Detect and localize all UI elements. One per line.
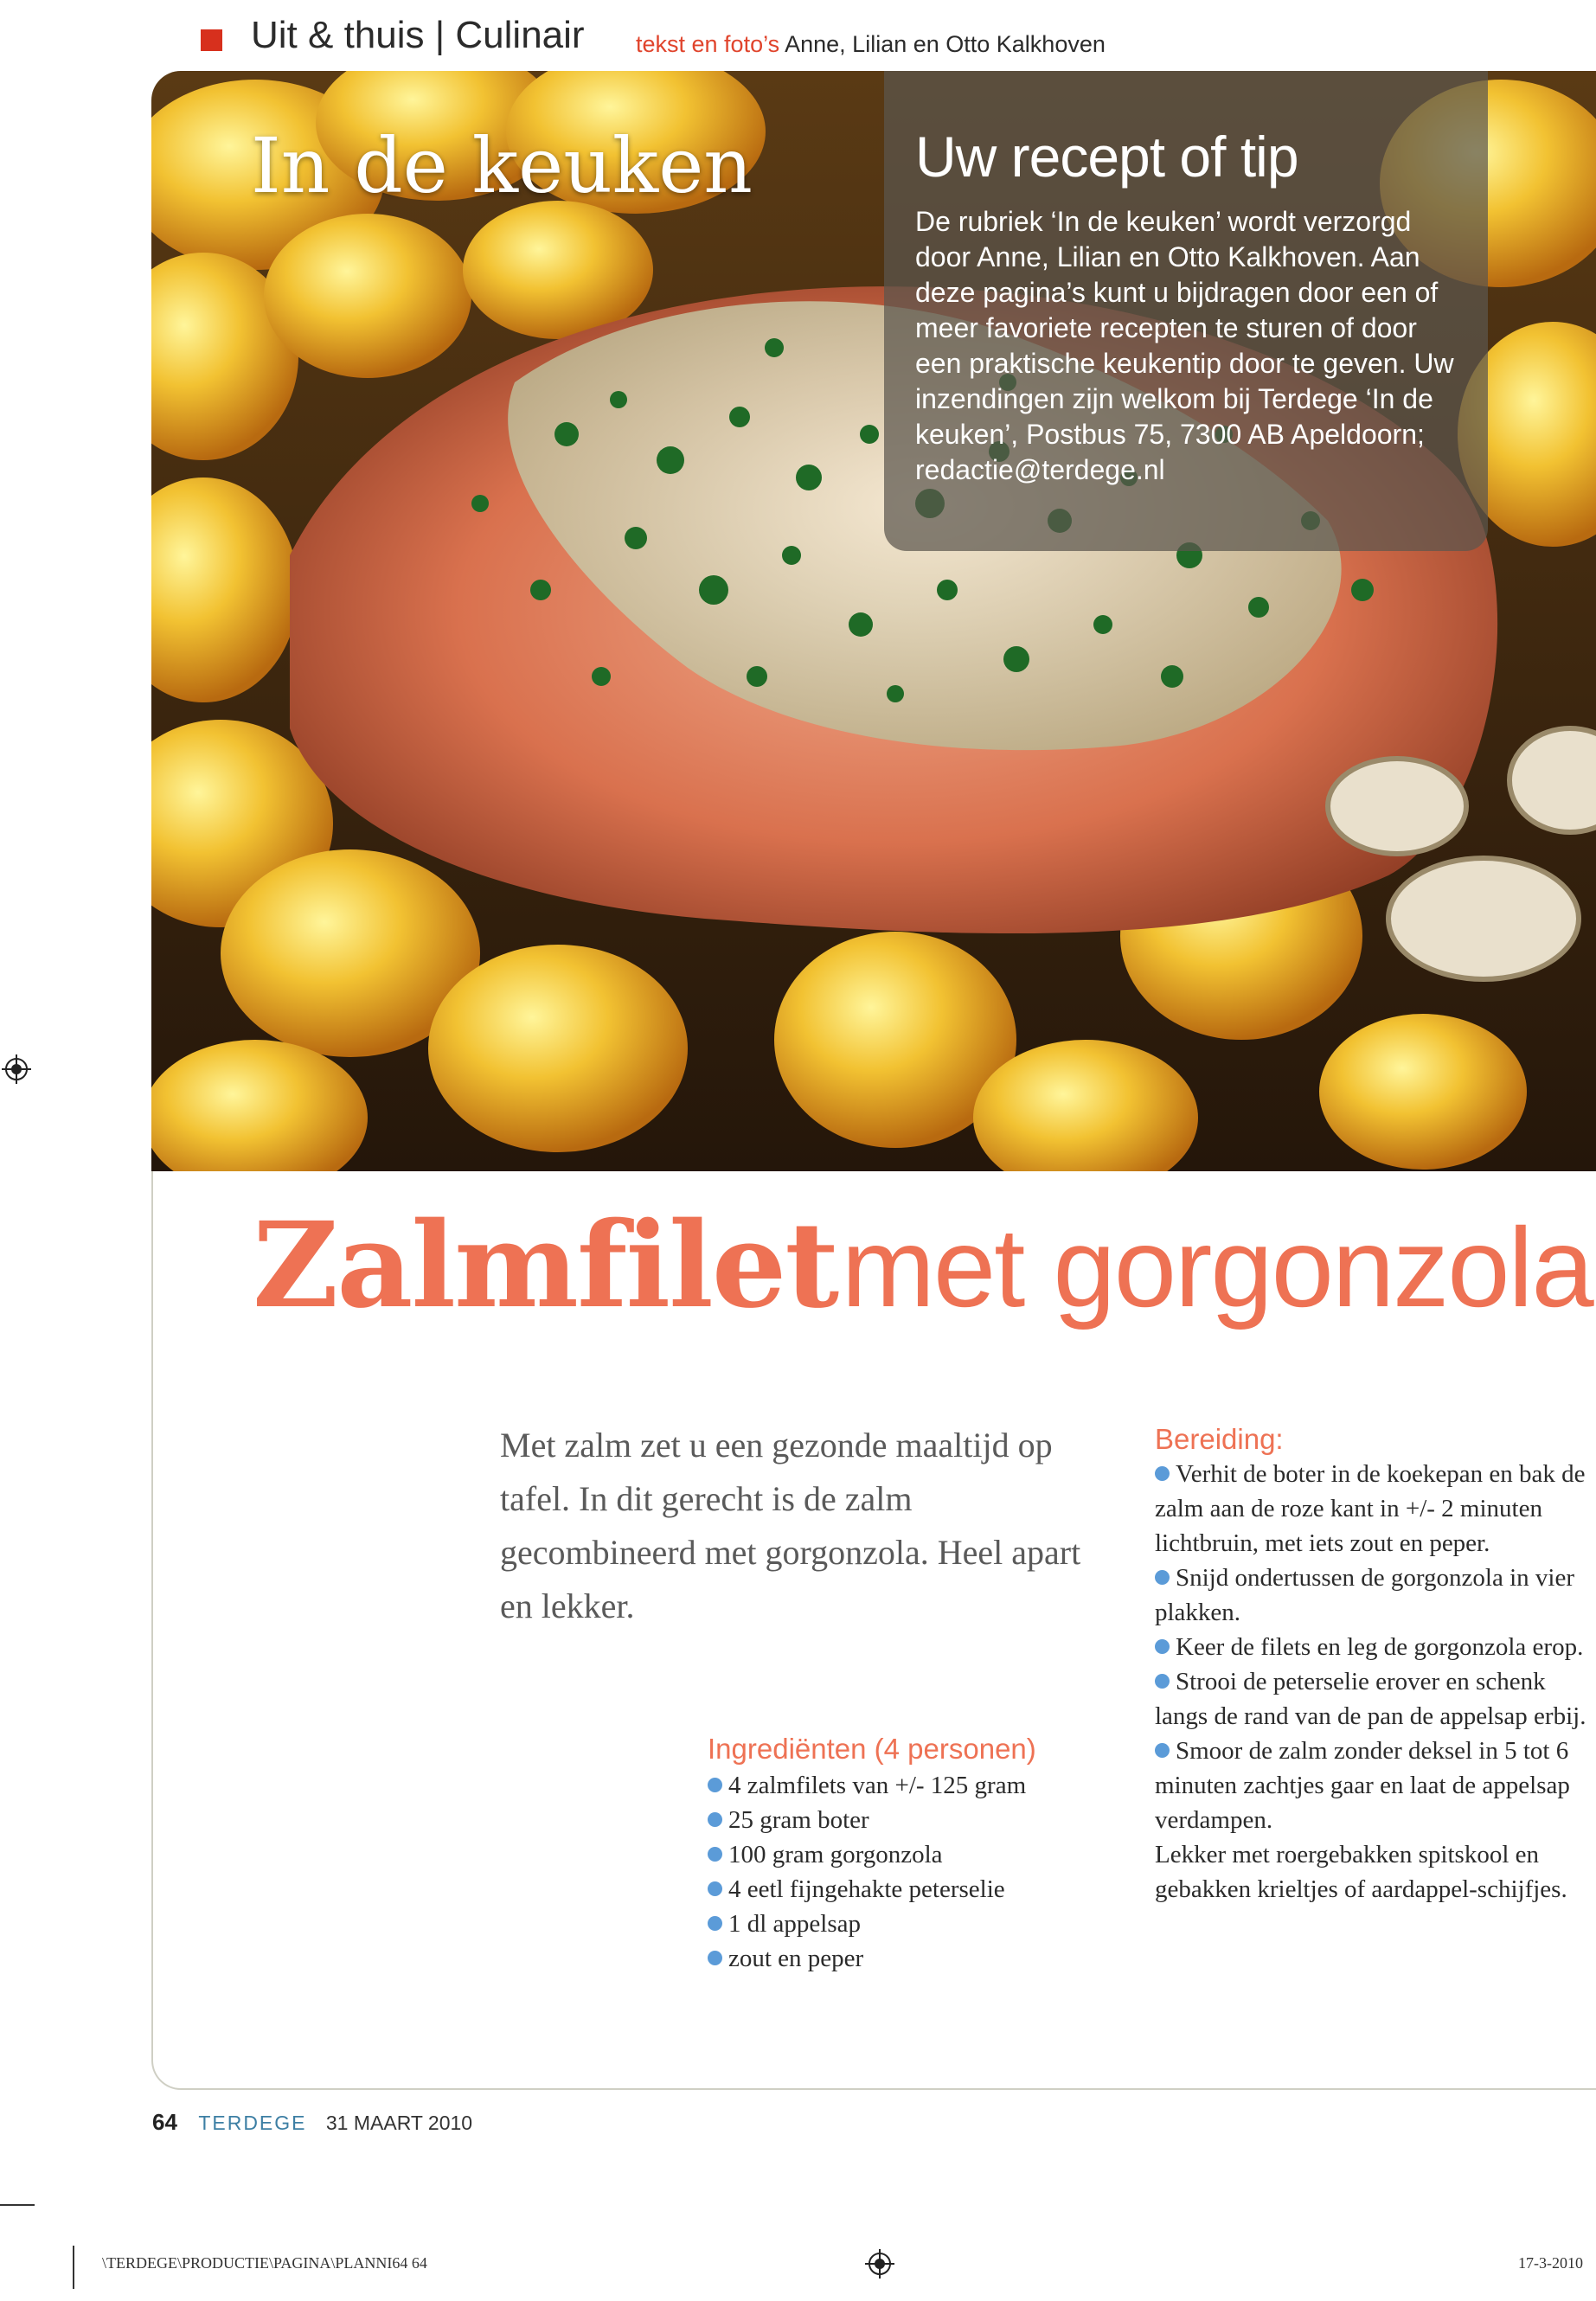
bullet-icon: [1155, 1674, 1170, 1689]
bullet-icon: [708, 1812, 722, 1827]
recipe-title-bold: Zalmfilet: [253, 1196, 838, 1335]
recipe-title-light: met gorgonzola: [841, 1204, 1593, 1330]
ingredient-item: 1 dl appelsap: [708, 1907, 1114, 1941]
ingredient-item: 25 gram boter: [708, 1803, 1114, 1837]
bullet-icon: [1155, 1639, 1170, 1654]
ingredient-item: zout en peper: [708, 1941, 1114, 1976]
magazine-name: TERDEGE: [198, 2112, 307, 2134]
bullet-icon: [1155, 1570, 1170, 1585]
page-number: 64: [152, 2109, 177, 2135]
registration-mark-icon: [865, 2249, 894, 2279]
registration-mark-icon: [2, 1054, 31, 1084]
bullet-icon: [1155, 1466, 1170, 1481]
credit-label: tekst en foto’s: [636, 31, 780, 57]
photo-credit: [636, 31, 1106, 58]
recipe-title: [253, 1196, 1593, 1335]
bullet-icon: [708, 1951, 722, 1965]
preparation-step: Smoor de zalm zonder deksel in 5 tot 6 minuten zachtjes gaar en laat de appelsap verdampen.: [1155, 1737, 1570, 1834]
ingredient-item: 4 zalmfilets van +/- 125 gram: [708, 1768, 1114, 1803]
preparation-section: [1155, 1422, 1587, 1907]
bullet-icon: [708, 1916, 722, 1931]
preparation-heading: Bereiding:: [1155, 1423, 1284, 1455]
bullet-icon: [1155, 1743, 1170, 1758]
recipe-intro: Met zalm zet u een gezonde maaltijd op tafel. In dit gerecht is de zalm gecombineerd met gorgonzola. Heel apart en lekker.: [500, 1426, 1081, 1625]
tip-box-title: Uw recept of tip: [915, 125, 1298, 189]
ingredients-heading: Ingrediënten (4 personen): [708, 1733, 1036, 1765]
credit-names: Anne, Lilian en Otto Kalkhoven: [785, 31, 1106, 57]
preparation-step: Snijd ondertussen de gorgonzola in vier plakken.: [1155, 1564, 1574, 1626]
issue-date: 31 MAART 2010: [325, 2112, 473, 2134]
bullet-icon: [708, 1847, 722, 1862]
ingredient-item: 4 eetl fijngehakte peterselie: [708, 1872, 1114, 1907]
ingredients-list: [708, 1768, 1114, 1976]
section-marker-square: [201, 29, 222, 51]
bullet-icon: [708, 1881, 722, 1896]
page-footer: [152, 2109, 472, 2136]
slug-line-left: \TERDEGE\PRODUCTIE\PAGINA\PLANNI64 64: [102, 2254, 427, 2272]
tip-box: [884, 71, 1488, 551]
section-title: Uit & thuis | Culinair: [251, 14, 585, 56]
preparation-step: Strooi de peterselie erover en schenk langs de rand van de pan de appelsap erbij.: [1155, 1668, 1586, 1730]
ingredients-section: [708, 1732, 1114, 1976]
crop-mark: [0, 2204, 35, 2206]
preparation-step: Keer de filets en leg de gorgonzola erop.: [1155, 1630, 1587, 1664]
tip-box-body: De rubriek ‘In de keuken’ wordt verzorgd door Anne, Lilian en Otto Kalkhoven. Aan deze pagina’s kunt u bijdragen door een of meer favoriete recepten te sturen of door een praktische keukentip door te geven. Uw inzendingen zijn welkom bij Terdege ‘In de keuken’, Postbus 75, 7300 AB Apeldoorn; redactie@terdege.nl: [915, 206, 1454, 485]
column-title: In de keuken: [251, 121, 753, 210]
crop-mark: [73, 2246, 74, 2289]
serving-note: Lekker met roergebakken spitskool en gebakken krieltjes of aardappel-schijfjes.: [1155, 1841, 1567, 1903]
preparation-step: Verhit de boter in de koekepan en bak de zalm aan de roze kant in +/- 2 minuten lichtbruin, met iets zout en peper.: [1155, 1460, 1586, 1557]
ingredient-item: 100 gram gorgonzola: [708, 1837, 1114, 1872]
bullet-icon: [708, 1778, 722, 1792]
slug-line-right: 17-3-2010: [1518, 2254, 1583, 2272]
